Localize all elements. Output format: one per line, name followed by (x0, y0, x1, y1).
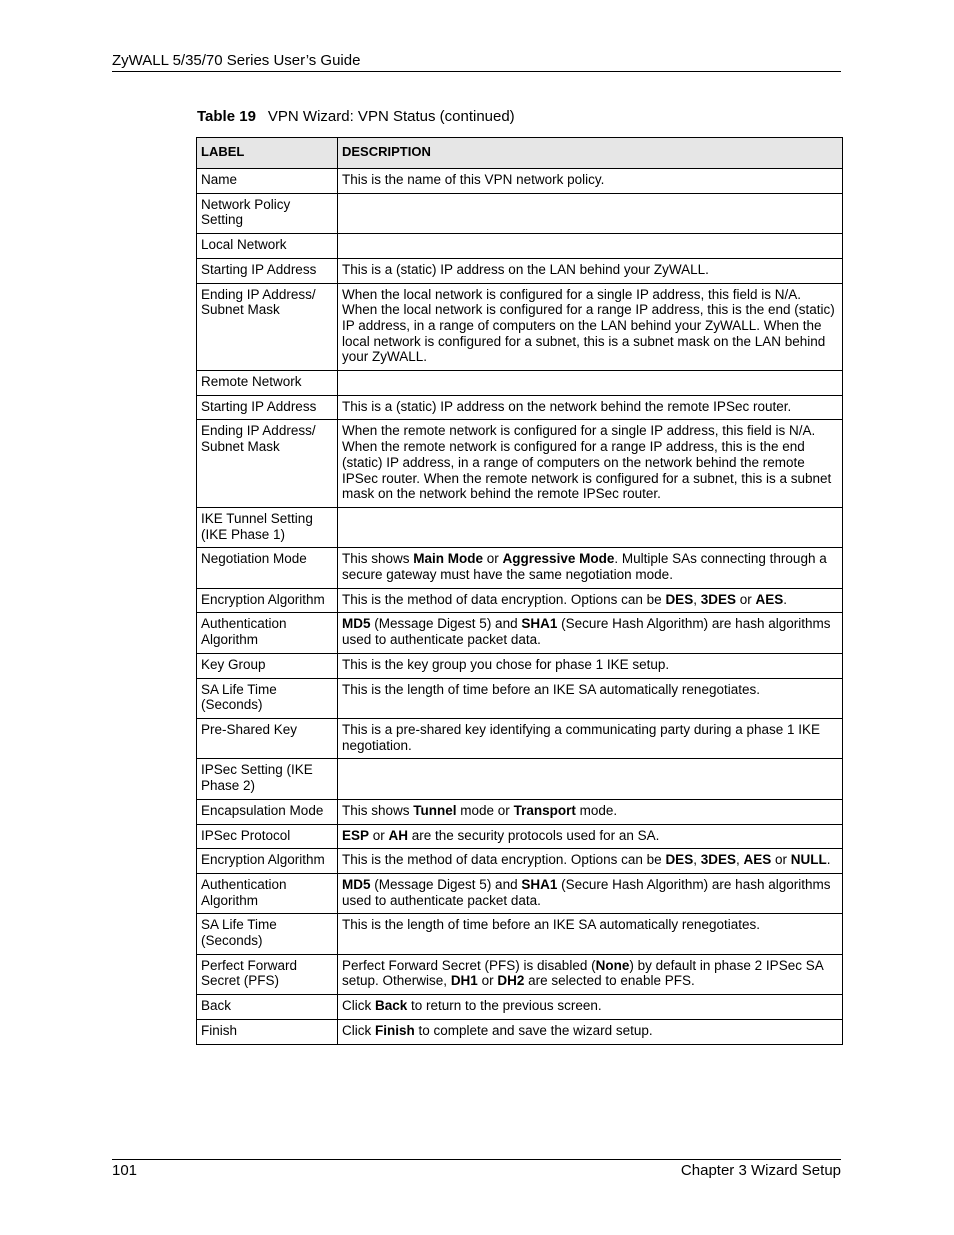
table-row (197, 283, 843, 371)
description-term: Finish (375, 1022, 415, 1038)
row-label: Key Group (197, 653, 338, 678)
description-text: , (693, 852, 701, 868)
column-header-description: DESCRIPTION (338, 138, 843, 169)
description-text: This is a (static) IP address on the LAN behind your ZyWALL. (342, 261, 709, 277)
table-row (197, 759, 843, 799)
row-label: Name (197, 169, 338, 194)
description-text: . (783, 591, 788, 607)
description-term: NULL (790, 852, 827, 868)
table-header-row (197, 138, 843, 169)
description-text: mode or (456, 802, 514, 818)
description-text: Click (342, 998, 375, 1014)
row-label: SA Life Time (Seconds) (197, 914, 338, 954)
row-label: Network Policy Setting (197, 193, 338, 233)
description-text: When the remote network is configured for a single IP address, this field is N/A. When the remote network is configured for a range IP address, this is the end (static) IP address, in a range of computers on the network behind the remote IPSec router. When the remote network is configured for a subnet, this is a subnet mask on the network behind the remote IPSec router. (342, 423, 832, 502)
description-text: This is the key group you chose for phase 1 IKE setup. (342, 656, 670, 672)
table-row (197, 169, 843, 194)
description-text: are the security protocols used for an SA. (408, 827, 660, 843)
table-row (197, 395, 843, 420)
column-header-label: LABEL (197, 138, 338, 169)
row-label: Encapsulation Mode (197, 799, 338, 824)
description-term: SHA1 (521, 876, 558, 892)
table-row (197, 548, 843, 588)
row-label: Pre-Shared Key (197, 718, 338, 758)
row-label: Encryption Algorithm (197, 849, 338, 874)
row-description (338, 193, 843, 233)
row-description (338, 1019, 843, 1044)
description-term: Back (375, 998, 408, 1014)
description-text: , (736, 852, 744, 868)
table-caption (197, 108, 515, 126)
table-row (197, 824, 843, 849)
row-label: Local Network (197, 234, 338, 259)
description-term: DES (665, 852, 694, 868)
row-label: Ending IP Address/ Subnet Mask (197, 420, 338, 508)
row-label: IKE Tunnel Setting (IKE Phase 1) (197, 507, 338, 547)
footer-rule (112, 1159, 841, 1160)
row-description (338, 849, 843, 874)
row-label: Starting IP Address (197, 258, 338, 283)
row-description (338, 371, 843, 396)
description-text: are selected to enable PFS. (524, 973, 695, 989)
description-text: Click (342, 1022, 375, 1038)
description-term: ESP (342, 827, 370, 843)
row-label: Authentication Algorithm (197, 873, 338, 913)
description-text: (Secure Hash Algorithm) are hash algorithms used to authenticate packet data. (342, 616, 831, 648)
description-text: . (826, 852, 831, 868)
row-description (338, 613, 843, 653)
description-text: This shows (342, 802, 414, 818)
row-description (338, 588, 843, 613)
row-description (338, 995, 843, 1020)
description-text: This shows (342, 551, 414, 567)
row-description (338, 548, 843, 588)
row-description (338, 169, 843, 194)
description-term: 3DES (700, 852, 736, 868)
row-label: IPSec Protocol (197, 824, 338, 849)
description-text: This is the length of time before an IKE SA automatically renegotiates. (342, 681, 760, 697)
row-label: Encryption Algorithm (197, 588, 338, 613)
description-term: Aggressive Mode (502, 551, 615, 567)
table-row (197, 653, 843, 678)
row-label: Authentication Algorithm (197, 613, 338, 653)
table-row (197, 718, 843, 758)
description-text: ) by default in phase 2 IPSec SA setup. Otherwise, (342, 957, 823, 989)
table-row (197, 507, 843, 547)
running-header: ZyWALL 5/35/70 Series User’s Guide (112, 52, 361, 69)
description-text: (Message Digest 5) and (370, 616, 522, 632)
table-row (197, 193, 843, 233)
row-label: Perfect Forward Secret (PFS) (197, 954, 338, 994)
description-term: 3DES (700, 591, 736, 607)
description-text: Perfect Forward Secret (PFS) is disabled ( (342, 957, 596, 973)
description-text: . Multiple SAs connecting through a secure gateway must have the same negotiation mode. (342, 551, 827, 583)
table-row (197, 678, 843, 718)
row-description (338, 678, 843, 718)
page-number: 101 (112, 1162, 138, 1179)
description-text: This is the name of this VPN network policy. (342, 172, 605, 187)
table-row (197, 258, 843, 283)
table-row (197, 371, 843, 396)
table-row (197, 914, 843, 954)
row-label: Back (197, 995, 338, 1020)
row-description (338, 799, 843, 824)
description-text: or (771, 852, 791, 868)
row-label: Starting IP Address (197, 395, 338, 420)
row-description (338, 395, 843, 420)
table-caption-label: Table 19 (197, 108, 256, 125)
description-text: This is a pre-shared key identifying a communicating party during a phase 1 IKE negotiation. (342, 721, 820, 753)
row-label: Finish (197, 1019, 338, 1044)
description-text: This is the method of data encryption. Options can be (342, 591, 666, 607)
description-term: Tunnel (413, 802, 457, 818)
row-description (338, 759, 843, 799)
description-text: mode. (575, 802, 618, 818)
table-row (197, 613, 843, 653)
table-row (197, 995, 843, 1020)
row-description (338, 824, 843, 849)
row-label: Remote Network (197, 371, 338, 396)
description-term: MD5 (342, 616, 371, 632)
row-description (338, 283, 843, 371)
row-description (338, 954, 843, 994)
row-description (338, 234, 843, 259)
header-rule (112, 71, 841, 72)
description-term: None (595, 957, 630, 973)
chapter-title: Chapter 3 Wizard Setup (680, 1162, 841, 1179)
description-text: or (483, 551, 503, 567)
row-description (338, 718, 843, 758)
description-term: DH2 (497, 973, 525, 989)
description-text: or (369, 827, 389, 843)
description-text: This is a (static) IP address on the network behind the remote IPSec router. (342, 398, 792, 414)
table-row (197, 1019, 843, 1044)
table-row (197, 588, 843, 613)
row-label: SA Life Time (Seconds) (197, 678, 338, 718)
vpn-status-table (196, 137, 843, 1045)
table-caption-text: VPN Wizard: VPN Status (continued) (267, 108, 515, 125)
row-label: Ending IP Address/ Subnet Mask (197, 283, 338, 371)
row-description (338, 420, 843, 508)
description-text: to complete and save the wizard setup. (414, 1022, 653, 1038)
description-text: When the local network is configured for a single IP address, this field is N/A. When the local network is configured for a range IP address, this is the end (static) IP address, in a range of computers on the LAN behind your ZyWALL. When the local network is configured for a subnet, this is a subnet mask on the LAN behind your ZyWALL. (342, 286, 835, 365)
description-text: to return to the previous screen. (407, 998, 602, 1014)
description-text: (Message Digest 5) and (370, 876, 522, 892)
row-description (338, 258, 843, 283)
description-term: Main Mode (413, 551, 484, 567)
table-row (197, 799, 843, 824)
table-row (197, 849, 843, 874)
row-description (338, 653, 843, 678)
description-text: (Secure Hash Algorithm) are hash algorithms used to authenticate packet data. (342, 876, 831, 908)
table-row (197, 234, 843, 259)
table-row (197, 954, 843, 994)
row-description (338, 914, 843, 954)
description-text: This is the length of time before an IKE SA automatically renegotiates. (342, 917, 760, 933)
row-label: Negotiation Mode (197, 548, 338, 588)
description-text: or (477, 973, 498, 989)
description-term: Transport (513, 802, 576, 818)
row-description (338, 873, 843, 913)
description-term: DH1 (450, 973, 478, 989)
description-text: , (693, 591, 701, 607)
table-body (197, 169, 843, 1045)
description-text: This is the method of data encryption. Options can be (342, 852, 666, 868)
description-term: SHA1 (521, 616, 558, 632)
description-term: AES (743, 852, 772, 868)
description-term: DES (665, 591, 694, 607)
description-term: AES (755, 591, 784, 607)
row-label: IPSec Setting (IKE Phase 2) (197, 759, 338, 799)
table-row (197, 873, 843, 913)
row-description (338, 507, 843, 547)
description-term: MD5 (342, 876, 371, 892)
description-term: AH (388, 827, 409, 843)
table-row (197, 420, 843, 508)
description-text: or (736, 591, 756, 607)
